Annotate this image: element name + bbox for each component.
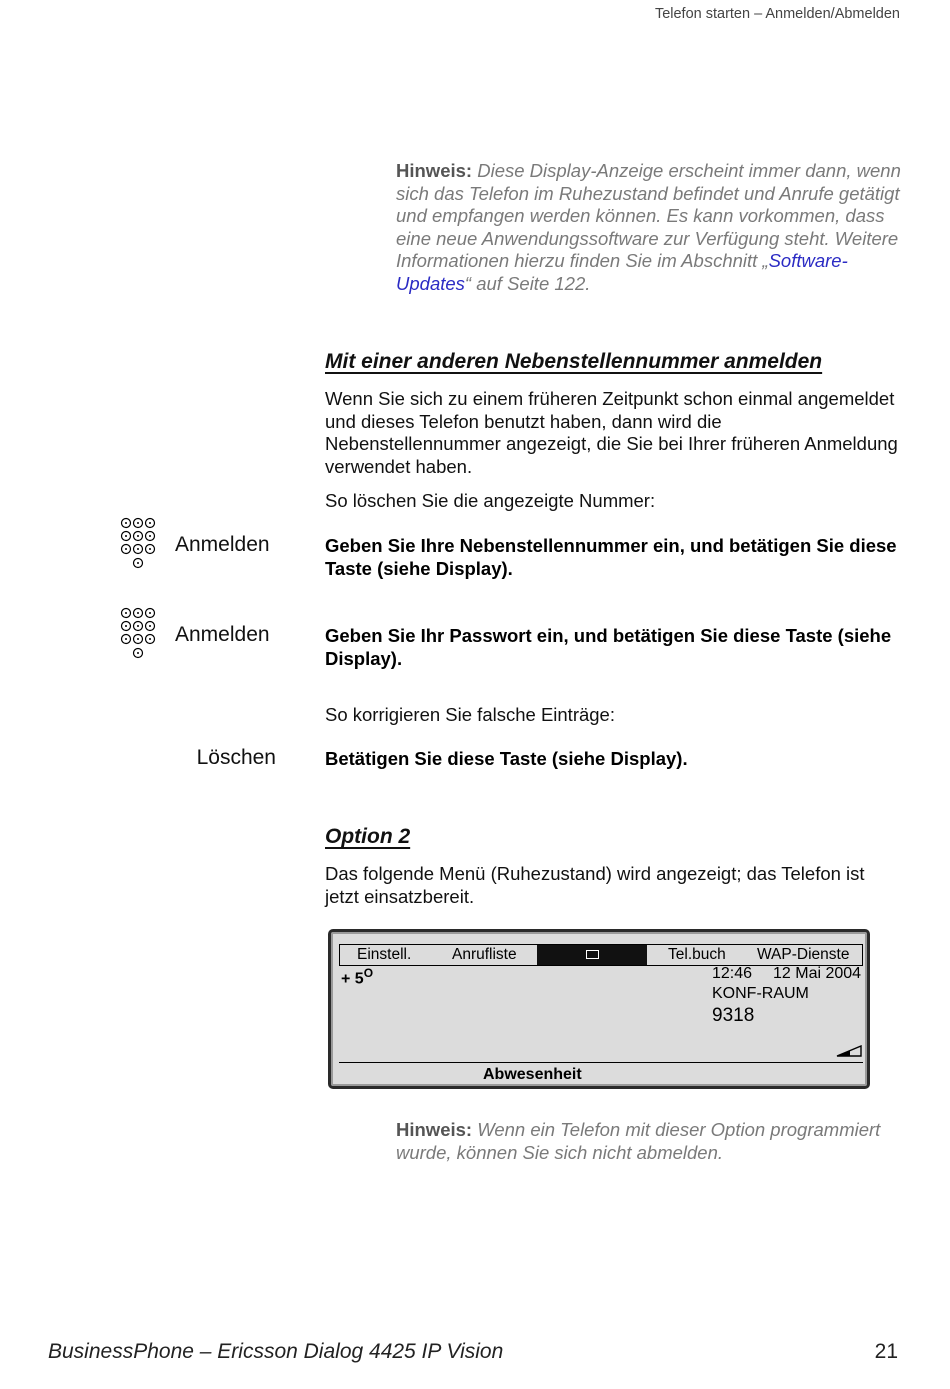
softkey-label-anmelden: Anmelden bbox=[175, 533, 270, 556]
section-heading-option-2: Option 2 bbox=[325, 825, 411, 848]
display-time: 12:46 bbox=[712, 965, 753, 982]
softkey-telbuch: Tel.buch bbox=[668, 946, 726, 963]
note-text: Wenn ein Telefon mit dieser Option programmiert wurde, können Sie sich nicht abmelden. bbox=[396, 1119, 881, 1163]
note-label: Hinweis: bbox=[396, 160, 473, 181]
software-updates-link[interactable]: Software-Updates bbox=[396, 250, 848, 294]
page-number: 21 bbox=[874, 1340, 898, 1363]
paragraph-idle-menu: Das folgende Menü (Ruhezustand) wird angezeigt; das Telefon ist jetzt einsatzbereit. bbox=[325, 863, 865, 907]
keypad-icon bbox=[120, 517, 158, 573]
softkey-label-anmelden: Anmelden bbox=[175, 623, 270, 646]
softkey-anrufliste: Anrufliste bbox=[452, 946, 517, 963]
softkey-einstell: Einstell. bbox=[357, 946, 412, 963]
instruction-press-delete: Betätigen Sie diese Taste (siehe Display). bbox=[325, 748, 688, 769]
signal-strength-icon bbox=[836, 1044, 862, 1062]
display-room-name: KONF-RAUM bbox=[712, 985, 809, 1002]
softkey-label-loeschen: Löschen bbox=[196, 746, 276, 769]
display-status-text: + 5 bbox=[341, 970, 364, 988]
phone-display bbox=[328, 929, 870, 1089]
footer-title: BusinessPhone – Ericsson Dialog 4425 IP Vision bbox=[48, 1340, 504, 1363]
note-text-end: “ auf Seite 122. bbox=[464, 272, 591, 294]
paragraph-previous-login: Wenn Sie sich zu einem früheren Zeitpunkt schon einmal angemeldet und dieses Telefon benutzt haben, dann wird die Nebenstellennummer angezeigt, die Sie bei Ihrer früheren Anmeldung verwendet haben. bbox=[325, 388, 898, 477]
softkey-bar bbox=[339, 944, 863, 966]
softkey-abwesenheit: Abwesenheit bbox=[483, 1066, 582, 1083]
instruction-enter-password: Geben Sie Ihr Passwort ein, und betätigen Sie diese Taste (siehe Display). bbox=[325, 625, 892, 669]
display-date: 12 Mai 2004 bbox=[773, 965, 862, 982]
section-heading-login-other-extension: Mit einer anderen Nebenstellennummer anmelden bbox=[325, 350, 823, 373]
envelope-icon bbox=[586, 950, 599, 959]
running-header: Telefon starten – Anmelden/Abmelden bbox=[654, 6, 900, 22]
softkey-messages bbox=[537, 945, 647, 965]
paragraph-delete-number: So löschen Sie die angezeigte Nummer: bbox=[325, 490, 656, 511]
note-software-info bbox=[396, 160, 906, 295]
display-status-sup: O bbox=[363, 966, 374, 980]
softkey-wap-dienste: WAP-Dienste bbox=[757, 946, 850, 963]
display-status-line bbox=[341, 966, 373, 988]
display-divider bbox=[339, 1062, 863, 1063]
paragraph-correct-entries: So korrigieren Sie falsche Einträge: bbox=[325, 704, 615, 725]
instruction-enter-extension: Geben Sie Ihre Nebenstellennummer ein, und betätigen Sie diese Taste (siehe Display). bbox=[325, 535, 897, 579]
note-label: Hinweis: bbox=[396, 1119, 473, 1140]
display-extension-number: 9318 bbox=[712, 1005, 755, 1026]
note-text: Diese Display-Anzeige erscheint immer dann, wenn sich das Telefon im Ruhezustand befindet und Anrufe getätigt und empfangen werden können. Es kann vorkommen, dass eine neue Anwendungssoftware zur Verfügung steht. Weitere Informationen hierzu finden Sie im Abschnitt „ bbox=[396, 160, 901, 271]
note-no-logout bbox=[396, 1119, 906, 1164]
keypad-icon bbox=[120, 607, 158, 663]
